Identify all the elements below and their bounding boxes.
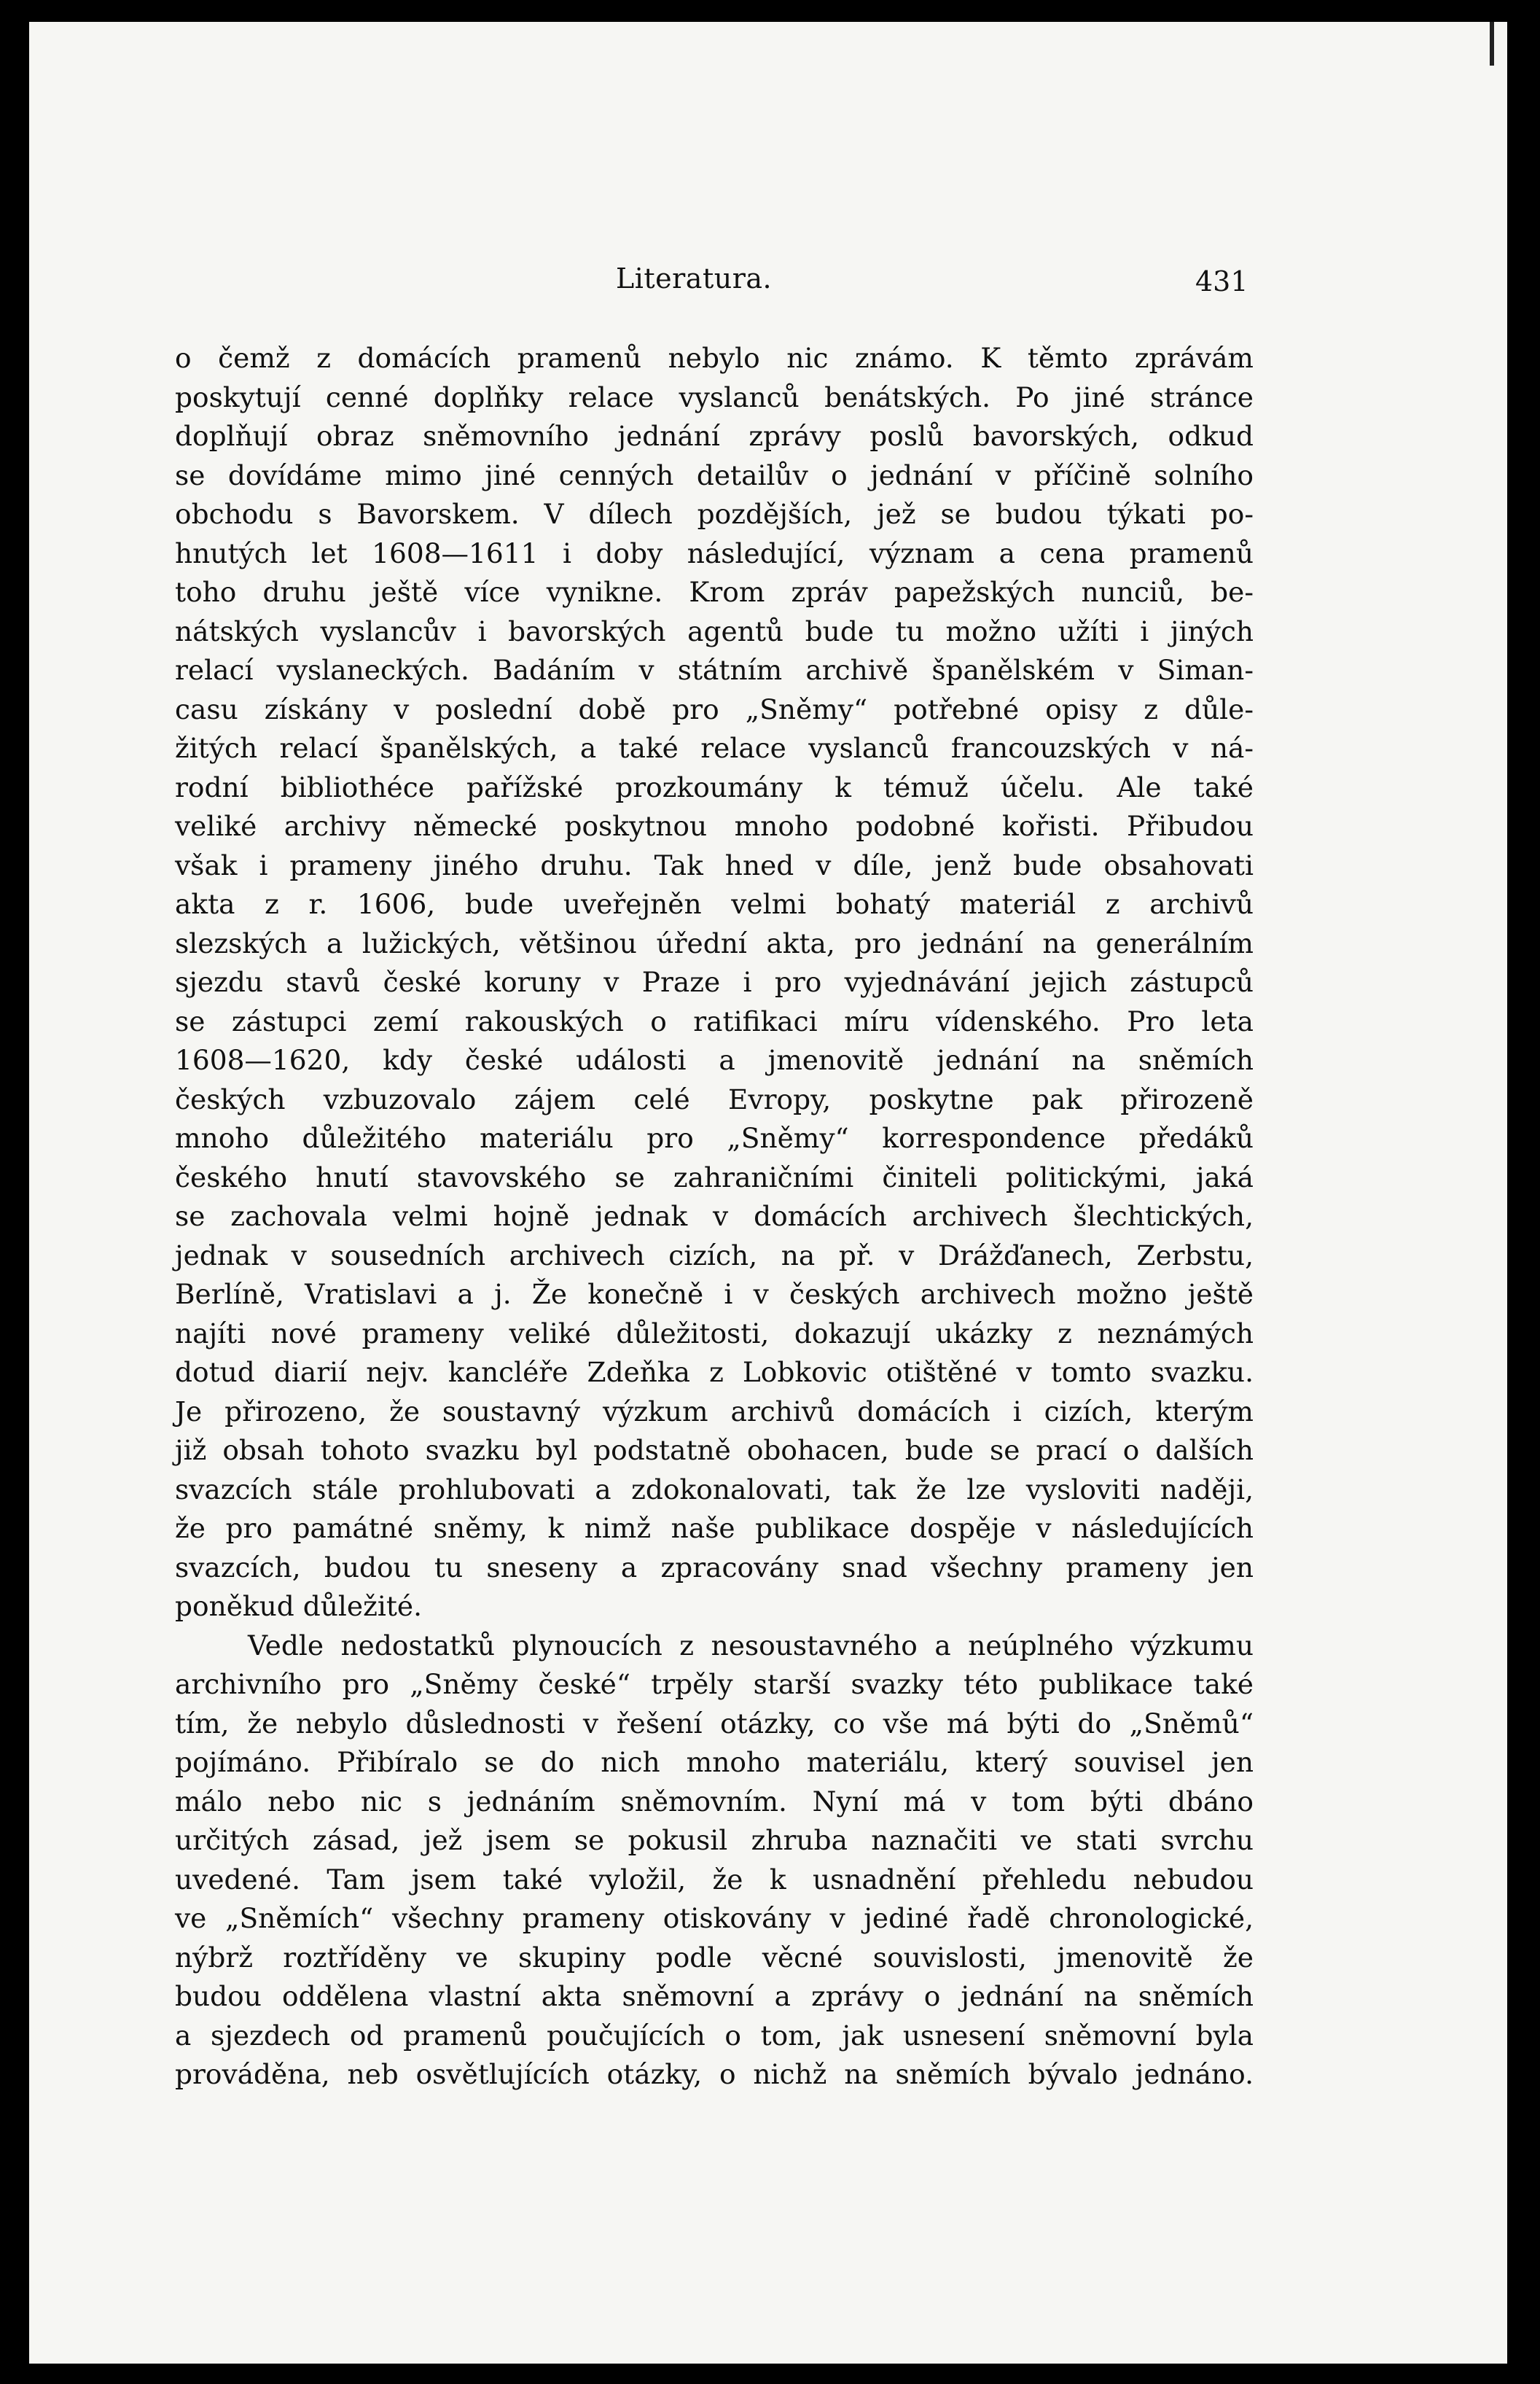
- text-line: však i prameny jiného druhu. Tak hned v díle, jenž bude obsahovati: [175, 849, 1254, 881]
- text-line: relací vyslaneckých. Badáním v státním archivě španělském v Siman-: [175, 654, 1254, 686]
- text-line: poněkud důležité.: [175, 1590, 423, 1622]
- text-line: nýbrž roztříděny ve skupiny podle věcné souvislosti, jmenovitě že: [175, 1941, 1254, 1974]
- text-line: svazcích stále prohlubovati a zdokonalovati, tak že lze vysloviti naději,: [175, 1473, 1254, 1505]
- text-line: ve „Sněmích“ všechny prameny otiskovány v jediné řadě chronologické,: [175, 1902, 1254, 1934]
- text-line: poskytují cenné doplňky relace vyslanců benátských. Po jiné stránce: [175, 381, 1254, 413]
- text-line: českého hnutí stavovského se zahraničními činiteli politickými, jaká: [175, 1161, 1254, 1193]
- text-line: nátských vyslancův i bavorských agentů bude tu možno užíti i jiných: [175, 615, 1254, 647]
- text-line: najíti nové prameny veliké důležitosti, dokazují ukázky z neznámých: [175, 1317, 1254, 1349]
- text-line: se zástupci zemí rakouských o ratifikaci míru vídenského. Pro leta: [175, 1005, 1254, 1037]
- book-page: [29, 22, 1507, 2364]
- text-line: Je přirozeno, že soustavný výzkum archivů domácích i cizích, kterým: [175, 1395, 1254, 1427]
- text-line: 1608—1620, kdy české události a jmenovitě jednání na sněmích: [175, 1044, 1254, 1076]
- body-text: [175, 339, 1254, 2095]
- text-line: se dovídáme mimo jiné cenných detailův o jednání v příčině solního: [175, 459, 1254, 491]
- text-line: mnoho důležitého materiálu pro „Sněmy“ korrespondence předáků: [175, 1122, 1254, 1154]
- text-line: rodní bibliothéce pařížské prozkoumány k témuž účelu. Ale také: [175, 771, 1254, 803]
- text-line: tím, že nebylo důslednosti v řešení otázky, co vše má býti do „Sněmů“: [175, 1707, 1254, 1740]
- text-line: casu získány v poslední době pro „Sněmy“ potřebné opisy z důle-: [175, 693, 1254, 725]
- text-line: určitých zásad, jež jsem se pokusil zhruba naznačiti ve stati svrchu: [175, 1824, 1254, 1856]
- running-title: Literatura.: [616, 262, 773, 295]
- paragraph-2: [175, 1627, 1254, 2095]
- text-line: že pro památné sněmy, k nimž naše publikace dospěje v následujících: [175, 1512, 1254, 1544]
- text-line: veliké archivy německé poskytnou mnoho podobné kořisti. Přibudou: [175, 810, 1254, 842]
- text-line: akta z r. 1606, bude uveřejněn velmi bohatý materiál z archivů: [175, 888, 1254, 920]
- text-line: žitých relací španělských, a také relace vyslanců francouzských v ná-: [175, 732, 1254, 764]
- text-line: pojímáno. Přibíralo se do nich mnoho materiálu, který souvisel jen: [175, 1746, 1254, 1778]
- page-edge-mark: [1490, 22, 1494, 66]
- text-line: svazcích, budou tu sneseny a zpracovány snad všechny prameny jen: [175, 1551, 1254, 1584]
- text-line: prováděna, neb osvětlujících otázky, o nichž na sněmích bývalo jednáno.: [175, 2058, 1254, 2090]
- text-line: toho druhu ještě více vynikne. Krom zpráv papežských nunciů, be-: [175, 576, 1254, 608]
- text-line: sjezdu stavů české koruny v Praze i pro vyjednávání jejich zástupců: [175, 966, 1254, 998]
- page-number: 431: [1195, 265, 1248, 297]
- text-line: jednak v sousedních archivech cizích, na př. v Drážďanech, Zerbstu,: [175, 1239, 1254, 1271]
- text-line: obchodu s Bavorskem. V dílech pozdějších, jež se budou týkati po-: [175, 498, 1254, 530]
- text-line: již obsah tohoto svazku byl podstatně obohacen, bude se prací o dalších: [175, 1434, 1254, 1466]
- page-header: [29, 262, 1507, 299]
- text-line: málo nebo nic s jednáním sněmovním. Nyní má v tom býti dbáno: [175, 1785, 1254, 1818]
- paragraph-1: [175, 339, 1254, 1627]
- text-line: o čemž z domácích pramenů nebylo nic známo. K těmto zprávám: [175, 342, 1254, 374]
- text-line: hnutých let 1608—1611 i doby následující, význam a cena pramenů: [175, 537, 1254, 569]
- text-line: uvedené. Tam jsem také vyložil, že k usnadnění přehledu nebudou: [175, 1863, 1254, 1896]
- text-line: doplňují obraz sněmovního jednání zprávy poslů bavorských, odkud: [175, 420, 1254, 452]
- text-line: budou oddělena vlastní akta sněmovní a zprávy o jednání na sněmích: [175, 1980, 1254, 2012]
- text-line: archivního pro „Sněmy české“ trpěly starší svazky této publikace také: [175, 1668, 1254, 1700]
- text-line: českých vzbuzovalo zájem celé Evropy, poskytne pak přirozeně: [175, 1083, 1254, 1115]
- text-line: a sjezdech od pramenů poučujících o tom, jak usnesení sněmovní byla: [175, 2019, 1254, 2052]
- text-line: Berlíně, Vratislavi a j. Že konečně i v českých archivech možno ještě: [175, 1278, 1254, 1310]
- text-line: dotud diarií nejv. kancléře Zdeňka z Lobkovic otištěné v tomto svazku.: [175, 1356, 1254, 1388]
- text-line: se zachovala velmi hojně jednak v domácích archivech šlechtických,: [175, 1200, 1254, 1232]
- text-line: Vedle nedostatků plynoucích z nesoustavného a neúplného výzkumu: [248, 1629, 1254, 1662]
- text-line: slezských a lužických, většinou úřední akta, pro jednání na generálním: [175, 927, 1254, 959]
